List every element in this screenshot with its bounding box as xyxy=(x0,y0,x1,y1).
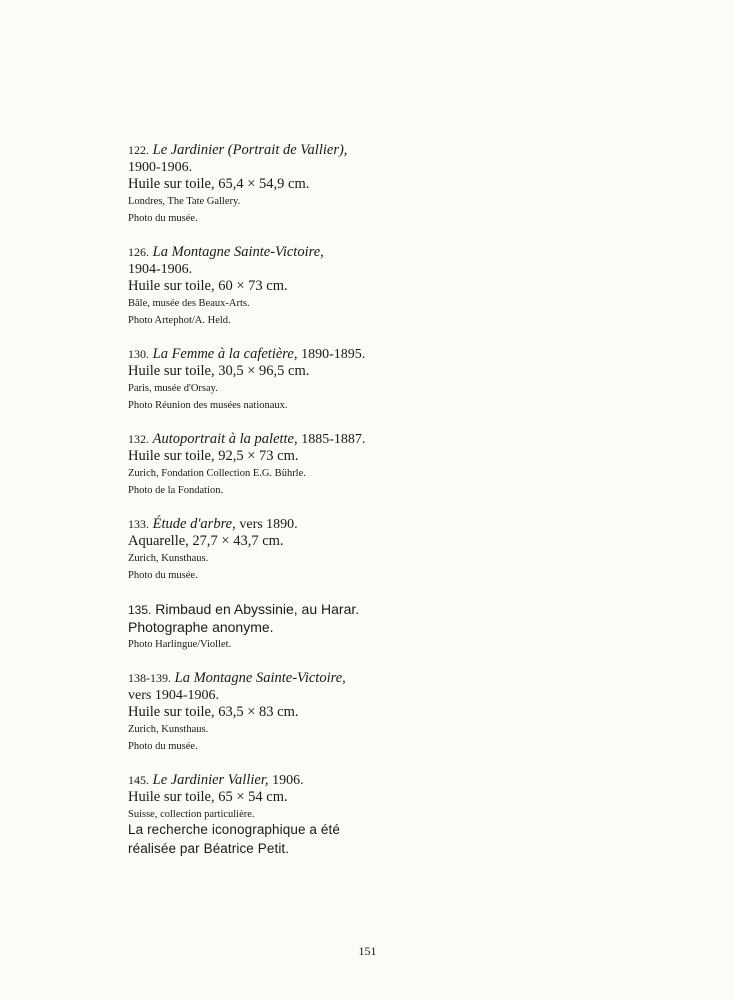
credit-entry xyxy=(128,670,428,755)
credit-entry xyxy=(128,601,428,653)
artwork-medium: Huile sur toile, 92,5 × 73 cm. xyxy=(128,448,299,464)
artwork-date: 1904-1906. xyxy=(128,262,193,277)
entry-number: 135. xyxy=(128,603,152,617)
photo-credit: Photo Artephot/A. Held. xyxy=(128,315,231,326)
iconography-note xyxy=(128,820,428,858)
entry-number: 130. xyxy=(128,347,149,361)
credit-entry xyxy=(128,244,428,329)
note-line-1: La recherche iconographique a été xyxy=(128,822,340,837)
artwork-medium: Huile sur toile, 60 × 73 cm. xyxy=(128,278,288,294)
entry-number: 122. xyxy=(128,143,149,157)
entry-heading xyxy=(128,142,428,159)
photo-credit: Photo Harlingue/Viollet. xyxy=(128,639,232,650)
artwork-location: Londres, The Tate Gallery. xyxy=(128,196,241,207)
photo-credit: Photo du musée. xyxy=(128,570,198,581)
entry-heading xyxy=(128,670,428,687)
credit-entry xyxy=(128,431,428,499)
photo-title: Rimbaud en Abyssinie, au Harar. xyxy=(155,601,360,617)
credit-entry xyxy=(128,346,428,414)
artwork-location: Zurich, Kunsthaus. xyxy=(128,553,209,564)
page-number: 151 xyxy=(358,944,377,958)
artwork-location: Zurich, Fondation Collection E.G. Bührle. xyxy=(128,468,306,479)
artwork-medium: Huile sur toile, 65 × 54 cm. xyxy=(128,789,288,805)
entry-number: 138-139. xyxy=(128,671,171,685)
artwork-location: Bâle, musée des Beaux-Arts. xyxy=(128,298,250,309)
photo-credit: Photo du musée. xyxy=(128,741,198,752)
credit-entry xyxy=(128,772,428,823)
artwork-title: Le Jardinier Vallier, xyxy=(152,772,269,788)
artwork-title: Autoportrait à la palette, xyxy=(152,431,298,447)
entry-number: 132. xyxy=(128,432,149,446)
artwork-title: La Montagne Sainte-Victoire, xyxy=(174,670,346,686)
photo-medium: Photographe anonyme. xyxy=(128,619,274,635)
photo-credit: Photo de la Fondation. xyxy=(128,485,224,496)
artwork-date: 1885-1887. xyxy=(301,432,366,447)
artwork-date: 1890-1895. xyxy=(301,347,366,362)
entry-heading xyxy=(128,346,428,363)
photo-credit: Photo Réunion des musées nationaux. xyxy=(128,400,288,411)
note-line-2: réalisée par Béatrice Petit. xyxy=(128,841,290,856)
artwork-title: Étude d'arbre, xyxy=(152,516,236,532)
artwork-medium: Aquarelle, 27,7 × 43,7 cm. xyxy=(128,533,284,549)
artwork-date: 1900-1906. xyxy=(128,160,193,175)
artwork-title: La Montagne Sainte-Victoire, xyxy=(152,244,324,260)
artwork-date: vers 1904-1906. xyxy=(128,688,219,703)
artwork-date: vers 1890. xyxy=(239,517,298,532)
entry-heading xyxy=(128,772,428,789)
artwork-location: Suisse, collection particulière. xyxy=(128,809,255,820)
entry-number: 133. xyxy=(128,517,149,531)
artwork-date: 1906. xyxy=(272,773,304,788)
artwork-title: La Femme à la cafetière, xyxy=(152,346,298,362)
credit-entry xyxy=(128,516,428,584)
artwork-medium: Huile sur toile, 63,5 × 83 cm. xyxy=(128,704,299,720)
artwork-title: Le Jardinier (Portrait de Vallier), xyxy=(152,142,348,158)
entry-number: 145. xyxy=(128,773,149,787)
entry-number: 126. xyxy=(128,245,149,259)
photo-credit: Photo du musée. xyxy=(128,213,198,224)
entry-heading xyxy=(128,244,428,261)
artwork-location: Paris, musée d'Orsay. xyxy=(128,383,218,394)
photo-credits-list xyxy=(128,142,428,840)
artwork-medium: Huile sur toile, 65,4 × 54,9 cm. xyxy=(128,176,310,192)
credit-entry xyxy=(128,142,428,227)
artwork-medium: Huile sur toile, 30,5 × 96,5 cm. xyxy=(128,363,310,379)
artwork-location: Zurich, Kunsthaus. xyxy=(128,724,209,735)
entry-heading xyxy=(128,601,428,619)
entry-heading xyxy=(128,516,428,533)
entry-heading xyxy=(128,431,428,448)
